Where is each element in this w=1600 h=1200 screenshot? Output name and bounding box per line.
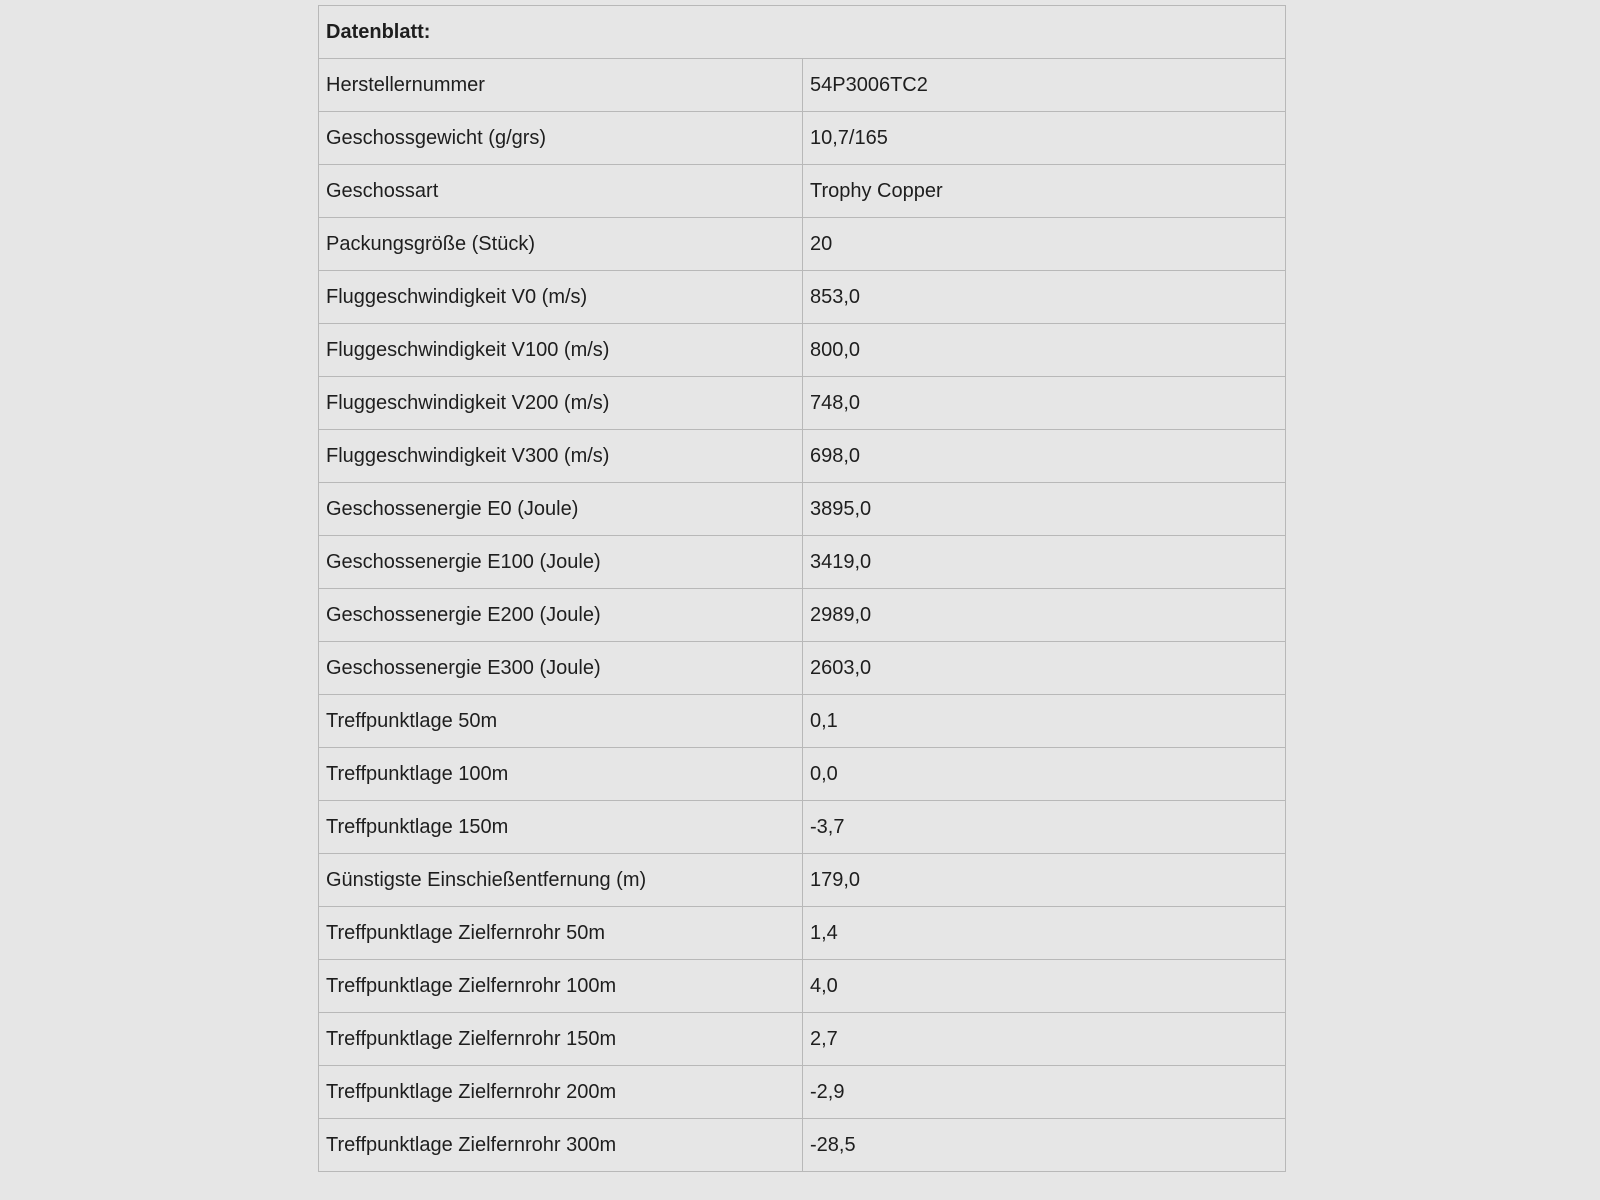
row-value: -3,7	[803, 801, 1286, 854]
table-row	[319, 695, 1286, 748]
datasheet-heading: Datenblatt:	[319, 6, 1286, 59]
row-value: 0,1	[803, 695, 1286, 748]
table-row	[319, 854, 1286, 907]
row-label: Herstellernummer	[319, 59, 803, 112]
table-row	[319, 1119, 1286, 1172]
datasheet-header-row	[319, 6, 1286, 59]
row-label: Treffpunktlage Zielfernrohr 300m	[319, 1119, 803, 1172]
table-row	[319, 324, 1286, 377]
row-value: 1,4	[803, 907, 1286, 960]
table-row	[319, 907, 1286, 960]
row-value: 20	[803, 218, 1286, 271]
table-row	[319, 483, 1286, 536]
row-label: Treffpunktlage 100m	[319, 748, 803, 801]
row-label: Treffpunktlage Zielfernrohr 100m	[319, 960, 803, 1013]
row-label: Geschossenergie E200 (Joule)	[319, 589, 803, 642]
row-value: Trophy Copper	[803, 165, 1286, 218]
table-row	[319, 59, 1286, 112]
row-label: Treffpunktlage Zielfernrohr 150m	[319, 1013, 803, 1066]
row-label: Treffpunktlage 150m	[319, 801, 803, 854]
table-row	[319, 271, 1286, 324]
table-row	[319, 642, 1286, 695]
row-value: 3895,0	[803, 483, 1286, 536]
row-value: 698,0	[803, 430, 1286, 483]
row-value: 179,0	[803, 854, 1286, 907]
datasheet-body	[319, 59, 1286, 1172]
row-label: Treffpunktlage 50m	[319, 695, 803, 748]
row-label: Packungsgröße (Stück)	[319, 218, 803, 271]
row-value: 0,0	[803, 748, 1286, 801]
row-value: 800,0	[803, 324, 1286, 377]
row-label: Treffpunktlage Zielfernrohr 50m	[319, 907, 803, 960]
table-row	[319, 218, 1286, 271]
row-value: 2603,0	[803, 642, 1286, 695]
table-row	[319, 377, 1286, 430]
row-value: 748,0	[803, 377, 1286, 430]
table-row	[319, 112, 1286, 165]
row-value: 2989,0	[803, 589, 1286, 642]
table-row	[319, 960, 1286, 1013]
row-value: 2,7	[803, 1013, 1286, 1066]
row-value: 4,0	[803, 960, 1286, 1013]
row-label: Günstigste Einschießentfernung (m)	[319, 854, 803, 907]
row-label: Treffpunktlage Zielfernrohr 200m	[319, 1066, 803, 1119]
row-label: Fluggeschwindigkeit V200 (m/s)	[319, 377, 803, 430]
datasheet-table	[318, 5, 1286, 1172]
row-value: 853,0	[803, 271, 1286, 324]
row-label: Geschossenergie E100 (Joule)	[319, 536, 803, 589]
row-value: -2,9	[803, 1066, 1286, 1119]
row-value: 54P3006TC2	[803, 59, 1286, 112]
table-row	[319, 536, 1286, 589]
row-value: 10,7/165	[803, 112, 1286, 165]
table-row	[319, 430, 1286, 483]
row-label: Geschossenergie E300 (Joule)	[319, 642, 803, 695]
table-row	[319, 589, 1286, 642]
row-label: Geschossenergie E0 (Joule)	[319, 483, 803, 536]
row-label: Fluggeschwindigkeit V0 (m/s)	[319, 271, 803, 324]
row-label: Fluggeschwindigkeit V300 (m/s)	[319, 430, 803, 483]
row-label: Geschossart	[319, 165, 803, 218]
row-value: 3419,0	[803, 536, 1286, 589]
row-label: Fluggeschwindigkeit V100 (m/s)	[319, 324, 803, 377]
table-row	[319, 1066, 1286, 1119]
table-row	[319, 1013, 1286, 1066]
table-row	[319, 801, 1286, 854]
table-row	[319, 165, 1286, 218]
table-row	[319, 748, 1286, 801]
row-label: Geschossgewicht (g/grs)	[319, 112, 803, 165]
row-value: -28,5	[803, 1119, 1286, 1172]
